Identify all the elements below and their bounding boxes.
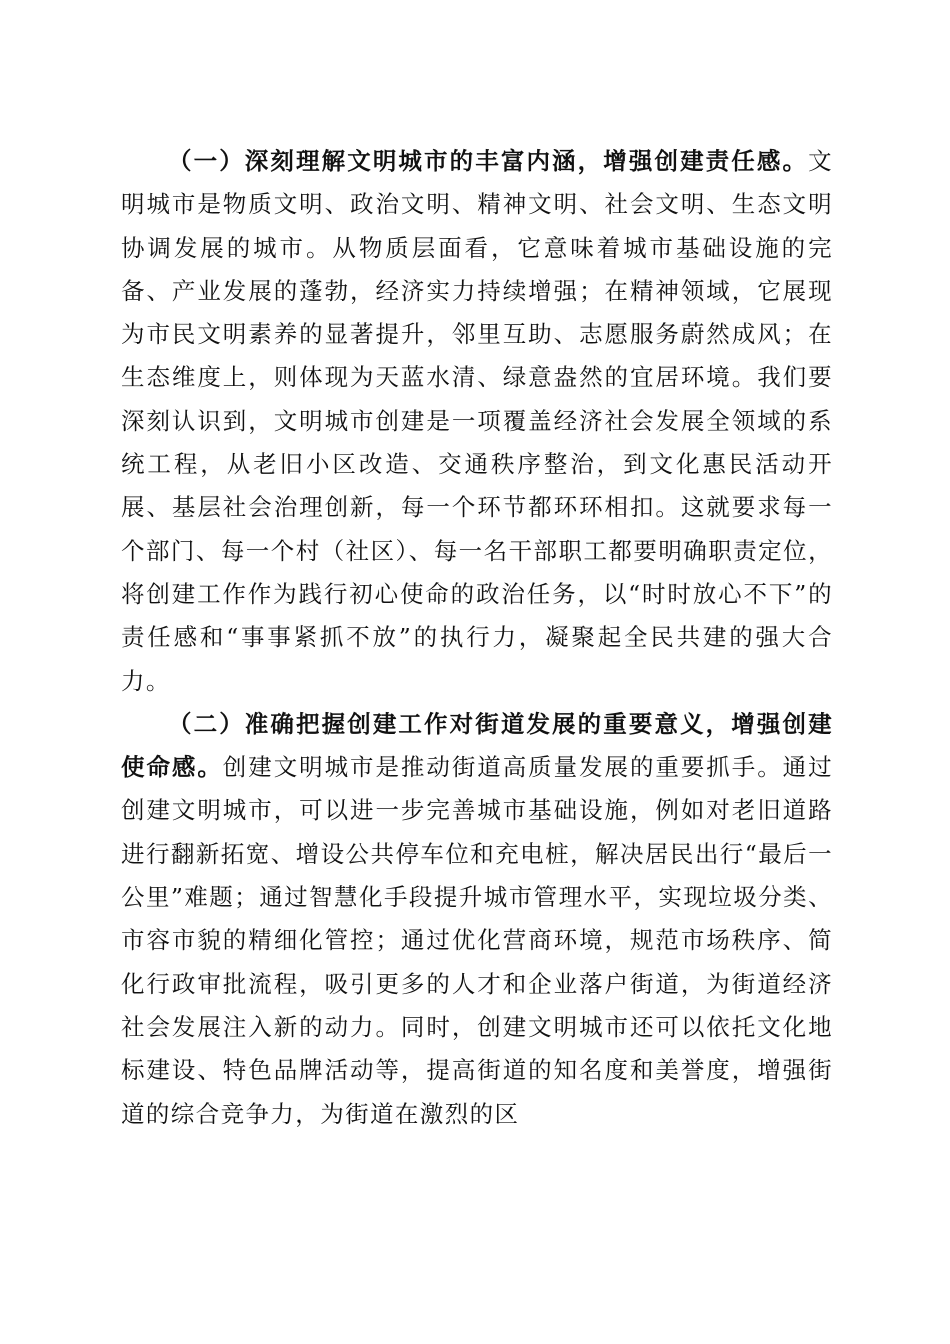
paragraph-2	[121, 703, 833, 1136]
section-heading-1: （一）深刻理解文明城市的丰富内涵，增强创建责任感。	[168, 147, 809, 175]
section-body-1: 文明城市是物质文明、政治文明、精神文明、社会文明、生态文明协调发展的城市。从物质层面看，它意味着城市基础设施的完备、产业发展的蓬勃，经济实力持续增强；在精神领域，它展现为市民文明素养的显著提升，邻里互助、志愿服务蔚然成风；在生态维度上，则体现为天蓝水清、绿意盎然的宜居环境。我们要深刻认识到，文明城市创建是一项覆盖经济社会发展全领域的系统工程，从老旧小区改造、交通秩序整治，到文化惠民活动开展、基层社会治理创新，每一个环节都环环相扣。这就要求每一个部门、每一个村（社区）、每一名干部职工都要明确职责定位，将创建工作作为践行初心使命的政治任务，以“时时放心不下”的责任感和“事事紧抓不放”的执行力，凝聚起全民共建的强大合力。	[121, 147, 833, 695]
section-heading-2: （二）准确把握创建工作对街道发展的重要意义，增强创建使命感。	[121, 709, 833, 782]
paragraph-1	[121, 140, 833, 703]
document-body	[121, 140, 833, 1136]
section-body-2: 创建文明城市是推动街道高质量发展的重要抓手。通过创建文明城市，可以进一步完善城市基础设施，例如对老旧道路进行翻新拓宽、增设公共停车位和充电桩，解决居民出行“最后一公里”难题；通过智慧化手段提升城市管理水平，实现垃圾分类、市容市貌的精细化管控；通过优化营商环境，规范市场秩序、简化行政审批流程，吸引更多的人才和企业落户街道，为街道经济社会发展注入新的动力。同时，创建文明城市还可以依托文化地标建设、特色品牌活动等，提高街道的知名度和美誉度，增强街道的综合竞争力，为街道在激烈的区	[121, 753, 833, 1128]
